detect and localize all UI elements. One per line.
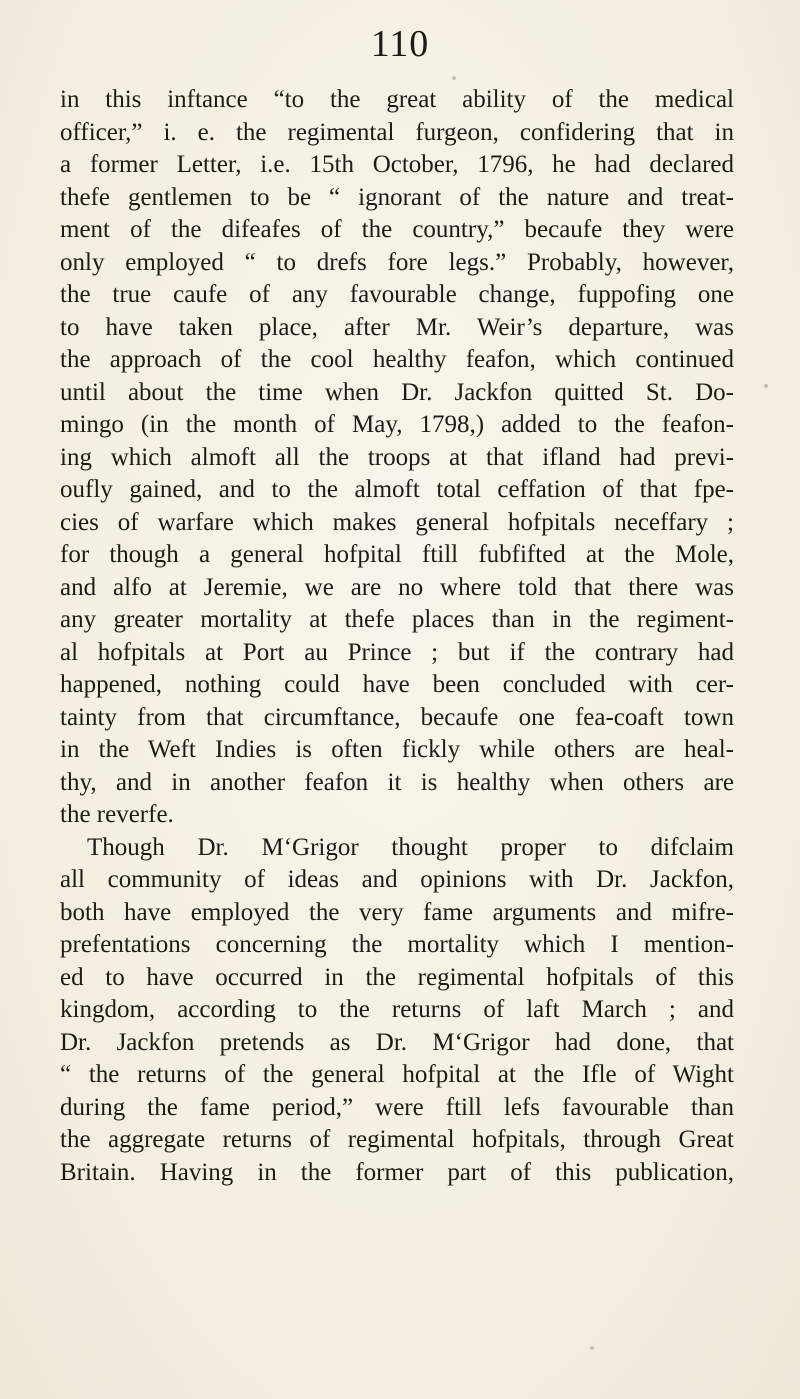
text-line: officer,” i. e. the regimental furgeon, confidering that in <box>60 118 734 146</box>
text-line: thy, and in another feafon it is healthy when others are <box>60 768 734 796</box>
text-line: any greater mortality at thefe places than in the regiment- <box>60 606 734 633</box>
text-line: to have taken place, after Mr. Weir’s departure, was <box>60 313 734 341</box>
text-line: “ the returns of the general hofpital at the Ifle of Wight <box>60 1061 734 1088</box>
text-line: for though a general hofpital ftill fubfifted at the Mole, <box>60 541 734 568</box>
text-line: both have employed the very fame arguments and mifre- <box>60 898 734 926</box>
text-line: mingo (in the month of May, 1798,) added to the feafon- <box>60 411 734 438</box>
text-line: during the fame period,” were ftill lefs favourable than <box>60 1093 734 1121</box>
text-line: Britain. Having in the former part of this publication, <box>60 1158 734 1186</box>
text-line: prefentations concerning the mortality which I mention- <box>60 931 734 958</box>
text-line: ment of the difeafes of the country,” becaufe they were <box>60 216 734 243</box>
text-line: oufly gained, and to the almoft total ceffation of that fpe- <box>60 476 734 503</box>
text-line: the approach of the cool healthy feafon, which continued <box>60 346 734 373</box>
text-line: cies of warfare which makes general hofpitals neceffary ; <box>60 508 734 536</box>
paragraph-start-line: Though Dr. M‘Grigor thought proper to difclaim <box>87 833 734 861</box>
ink-speck <box>452 76 456 80</box>
text-line: Dr. Jackfon pretends as Dr. M‘Grigor had done, that <box>60 1028 734 1056</box>
text-line: the aggregate returns of regimental hofpitals, through Great <box>60 1126 734 1153</box>
page-number: 110 <box>370 23 430 65</box>
text-line: a former Letter, i.e. 15th October, 1796, he had declared <box>60 151 734 178</box>
body-text <box>60 84 734 1189</box>
text-line: al hofpitals at Port au Prince ; but if the contrary had <box>60 638 734 666</box>
text-line: thefe gentlemen to be “ ignorant of the nature and treat- <box>60 183 734 211</box>
text-line: ing which almoft all the troops at that ifland had previ- <box>60 443 734 471</box>
text-line: until about the time when Dr. Jackfon quitted St. Do- <box>60 378 734 406</box>
text-line: all community of ideas and opinions with Dr. Jackfon, <box>60 866 734 893</box>
text-line: in this inftance “to the great ability of the medical <box>60 86 734 113</box>
text-line: and alfo at Jeremie, we are no where told that there was <box>60 573 734 601</box>
text-line: only employed “ to drefs fore legs.” Probably, however, <box>60 248 734 276</box>
text-line: in the Weft Indies is often fickly while others are heal- <box>60 736 734 763</box>
text-line: kingdom, according to the returns of laft March ; and <box>60 996 734 1023</box>
text-line: ed to have occurred in the regimental hofpitals of this <box>60 963 734 991</box>
ink-speck <box>590 1346 594 1350</box>
text-line: happened, nothing could have been concluded with cer- <box>60 671 734 698</box>
text-line: the true caufe of any favourable change, fuppofing one <box>60 281 734 308</box>
paragraph-end-line: the reverfe. <box>60 801 174 828</box>
ink-speck <box>764 384 768 388</box>
text-line: tainty from that circumftance, becaufe one fea-coaft town <box>60 703 734 731</box>
